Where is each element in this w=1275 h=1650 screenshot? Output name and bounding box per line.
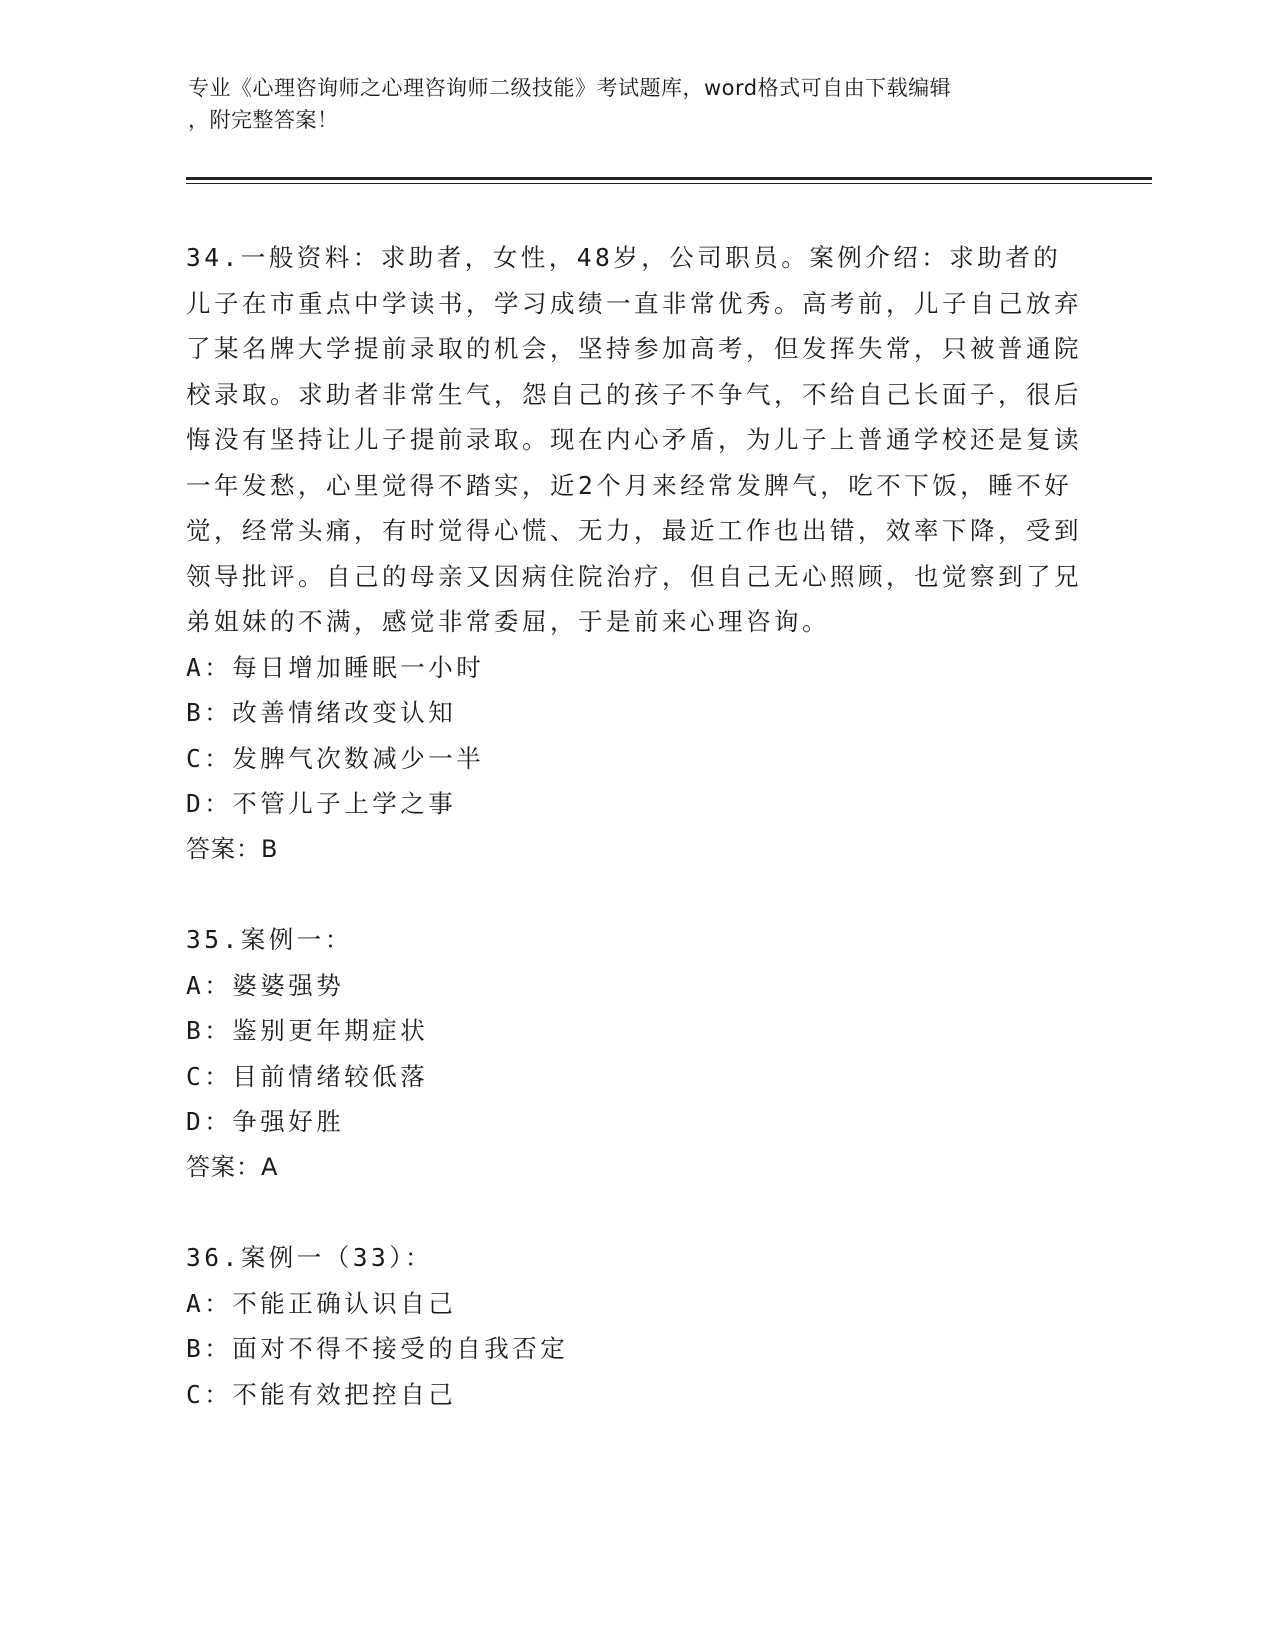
- header-rule-thin: [186, 183, 1152, 184]
- option-a: A：不能正确认识自己: [186, 1288, 457, 1318]
- question-spacer: [186, 1190, 1086, 1235]
- option-b: B：面对不得不接受的自我否定: [186, 1334, 569, 1363]
- document-header: [188, 72, 1088, 136]
- option-b: B：改善情绪改变认知: [186, 698, 457, 727]
- question-36: [186, 1235, 1086, 1417]
- option-d: D：不管儿子上学之事: [186, 789, 457, 818]
- question-list: [186, 235, 1086, 1417]
- question-text: 34.一般资料：求助者，女性，48岁，公司职员。案例介绍：求助者的儿子在市重点中学读书，学习成绩一直非常优秀。高考前，儿子自己放弃了某名牌大学提前录取的机会，坚持参加高考，但发挥失常，只被普通院校录取。求助者非常生气，怨自己的孩子不争气，不给自己长面子，很后悔没有坚持让儿子提前录取。现在内心矛盾，为儿子上普通学校还是复读一年发愁，心里觉得不踏实，近2个月来经常发脾气，吃不下饭，睡不好觉，经常头痛，有时觉得心慌、无力，最近工作也出错，效率下降，受到领导批评。自己的母亲又因病住院治疗，但自己无心照顾，也觉察到了兄弟姐妹的不满，感觉非常委屈，于是前来心理咨询。: [186, 243, 1082, 636]
- question-spacer: [186, 872, 1086, 917]
- option-c: C：目前情绪较低落: [186, 1061, 429, 1091]
- option-a: A：每日增加睡眠一小时: [186, 652, 485, 682]
- option-a: A：婆婆强势: [186, 970, 345, 1000]
- option-c: C：发脾气次数减少一半: [186, 743, 485, 773]
- header-line-2: ，附完整答案！: [188, 108, 339, 132]
- answer-line: 答案：A: [186, 1152, 279, 1181]
- question-text: 36.案例一（33）：: [186, 1243, 434, 1272]
- option-b: B：鉴别更年期症状: [186, 1016, 429, 1045]
- question-34: [186, 235, 1086, 872]
- option-d: D：争强好胜: [186, 1107, 345, 1136]
- option-c: C：不能有效把控自己: [186, 1379, 457, 1409]
- answer-line: 答案：B: [186, 834, 279, 863]
- question-text: 35.案例一：: [186, 925, 353, 954]
- header-rule-thick: [186, 177, 1152, 180]
- header-line-1: 专业《心理咨询师之心理咨询师二级技能》考试题库，word格式可自由下载编辑: [188, 76, 952, 100]
- question-35: [186, 917, 1086, 1190]
